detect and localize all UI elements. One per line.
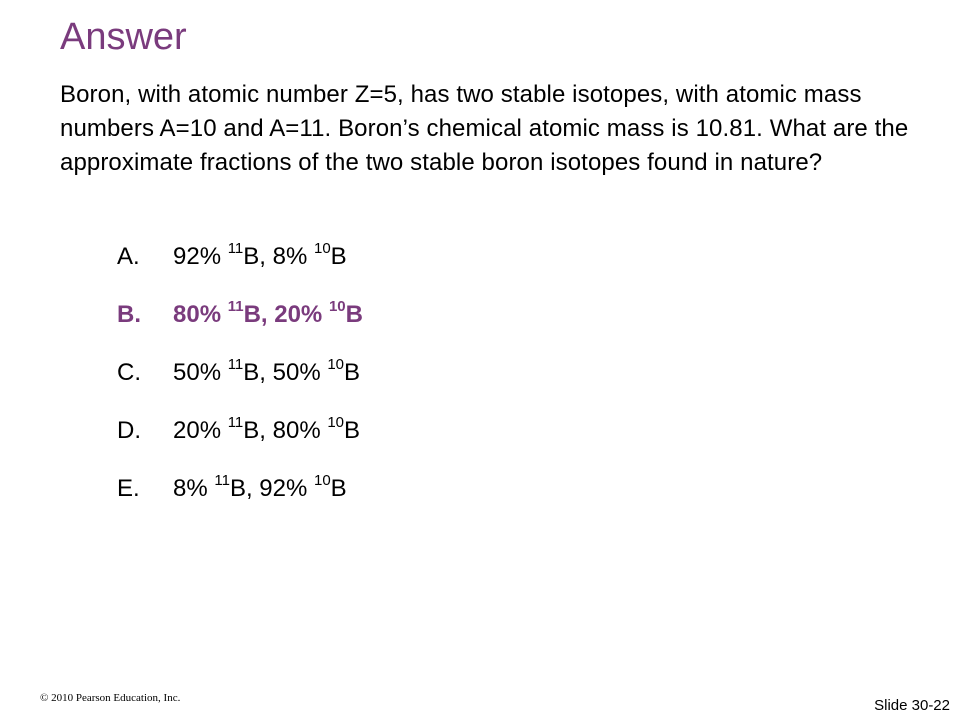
copyright-notice: © 2010 Pearson Education, Inc. (40, 692, 181, 704)
answer-choices (117, 240, 363, 530)
choice-letter: B. (117, 301, 141, 328)
choice-letter: D. (117, 417, 141, 444)
choice-letter: A. (117, 243, 140, 270)
choice-b (117, 298, 363, 356)
choice-letter: E. (117, 475, 140, 502)
choice-text: 20% $^{11}$B, 80% $^{10}$B (173, 414, 361, 444)
choice-d (117, 414, 363, 472)
choice-text: 50% $^{11}$B, 50% $^{10}$B (173, 356, 361, 386)
choice-a (117, 240, 363, 298)
question-text: Boron, with atomic number Z=5, has two stable isotopes, with atomic mass numbers A=10 and A=11. Boron’s chemical atomic mass is 10.81. What are the approximate fractions of the two stable boron isotopes found in nature? (60, 81, 909, 176)
slide-number: Slide 30-22 (874, 697, 950, 714)
choice-text: 80% $^{11}$B, 20% $^{10}$B (173, 298, 363, 328)
choice-letter: C. (117, 359, 141, 386)
choice-e (117, 472, 363, 530)
choice-text: 8% $^{11}$B, 92% $^{10}$B (173, 472, 347, 502)
choice-c (117, 356, 363, 414)
slide-title: Answer (60, 16, 187, 58)
choice-text: 92% $^{11}$B, 8% $^{10}$B (173, 240, 347, 270)
